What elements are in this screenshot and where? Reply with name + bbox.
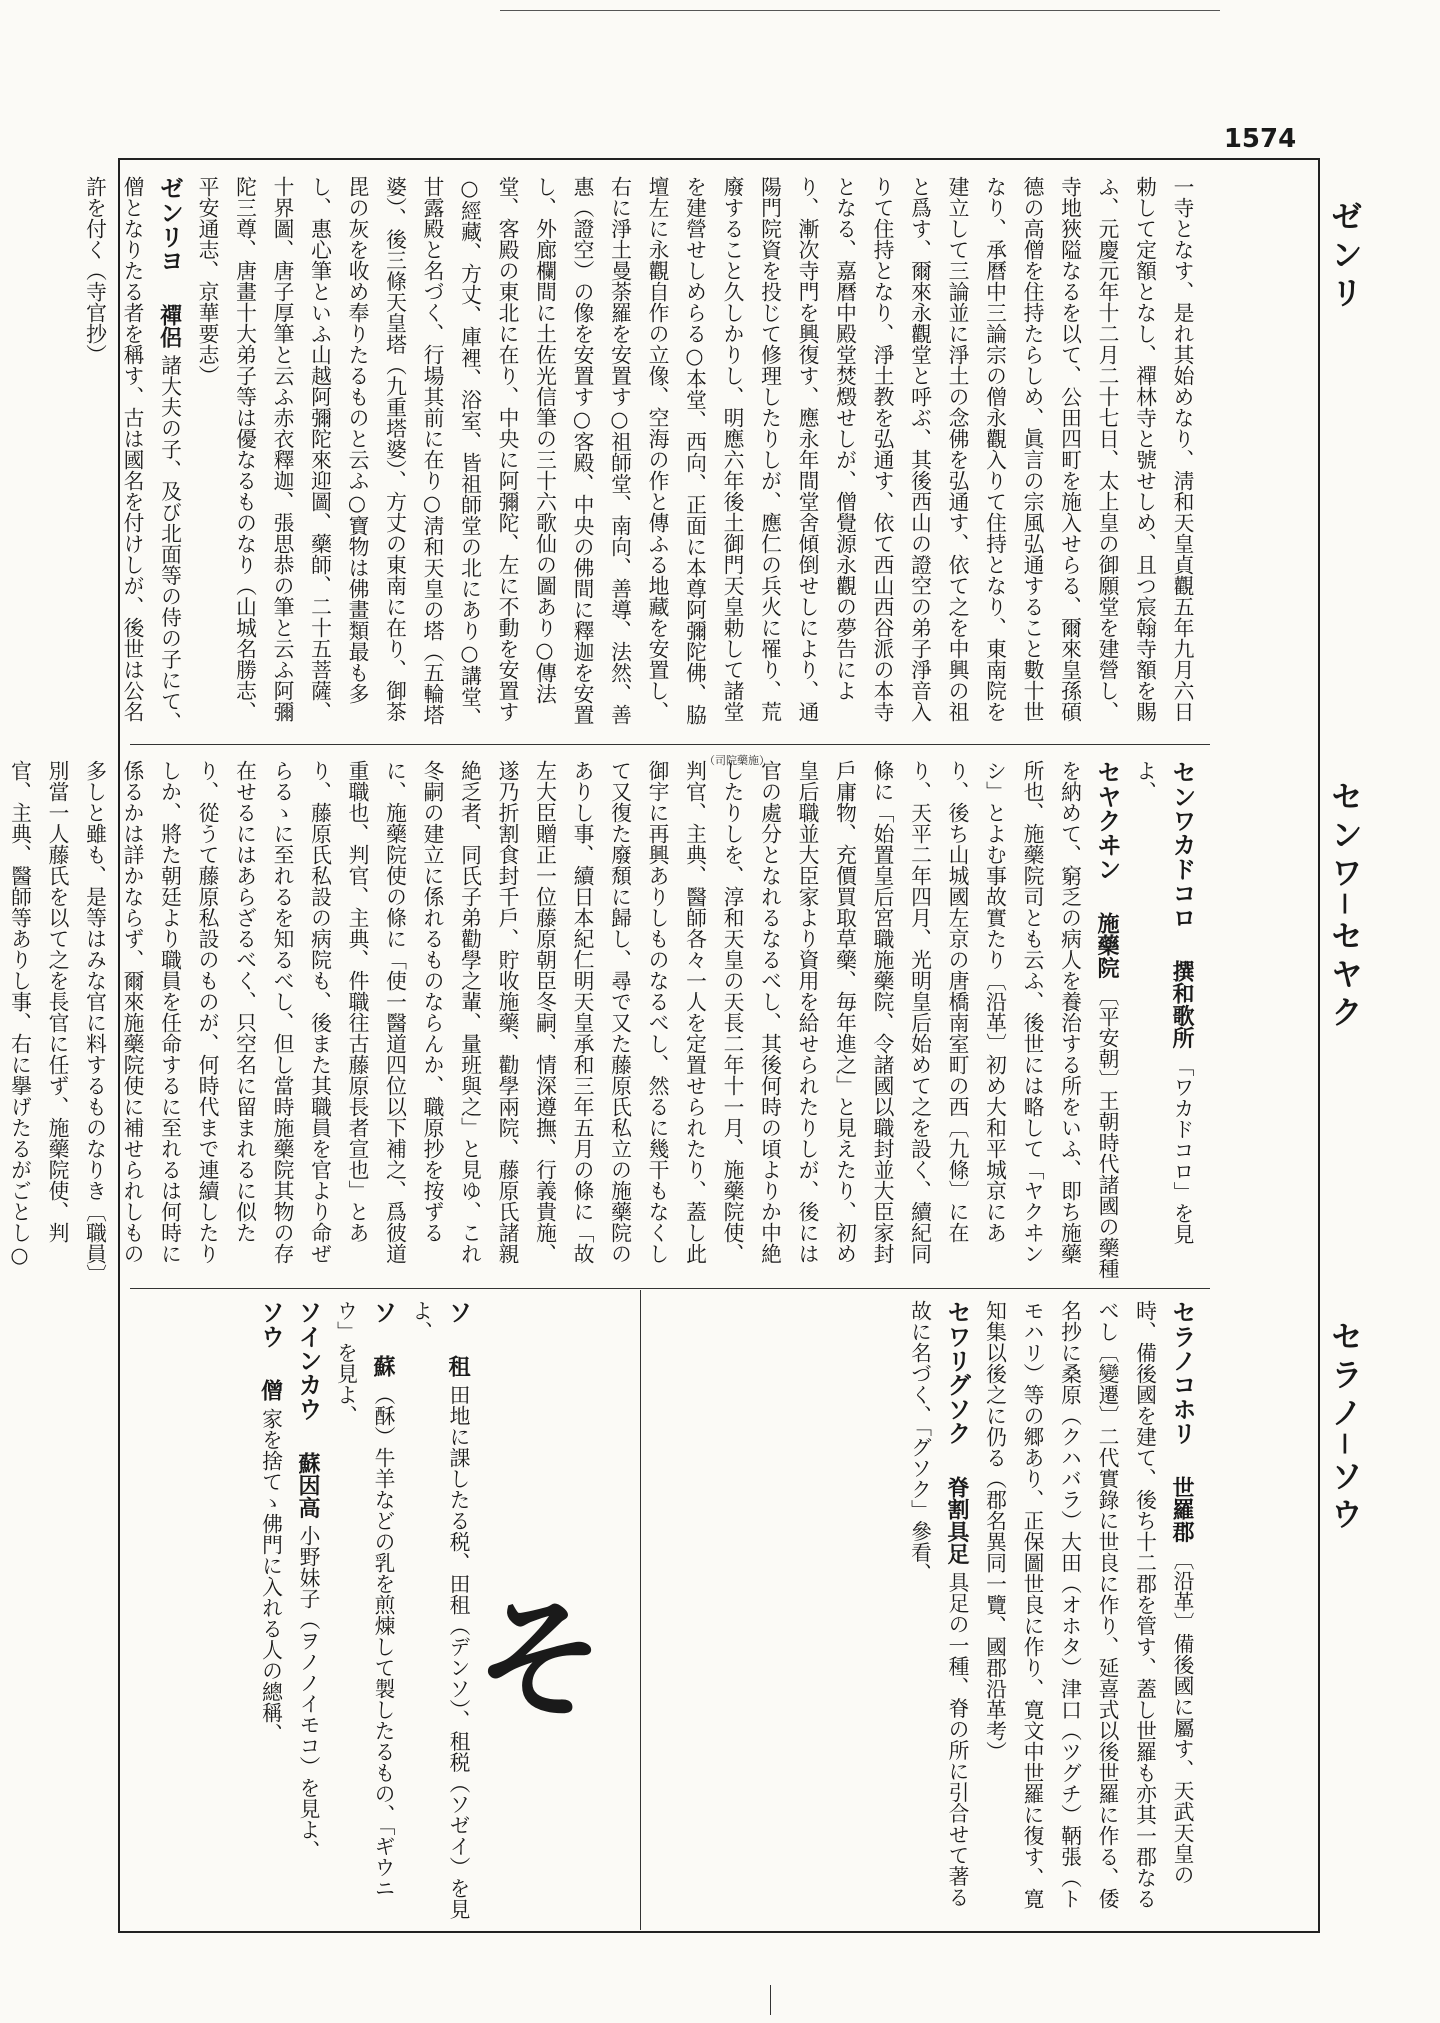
guide-upper: ゼンリ xyxy=(1326,200,1364,314)
entry-title-so-1: 租 xyxy=(445,1355,471,1378)
entry-title-sou: 僧 xyxy=(257,1379,284,1402)
divider-lower-vertical xyxy=(640,1290,641,1930)
kana-section-emblem: そ xyxy=(474,1583,605,1736)
guide-middle: センワ─セヤク xyxy=(1326,780,1364,1034)
entry-text-so-1: 田地に課したる税、田租（デンソ）、租税（ソゼイ）を見よ、 xyxy=(408,1300,470,1920)
top-rule xyxy=(500,10,1220,11)
entry-head-sewariguzoku: セワリグソク xyxy=(943,1300,971,1446)
entry-head-so-2: ソ xyxy=(369,1300,397,1325)
entry-head-seranokohori: セラノコホリ xyxy=(1168,1300,1196,1446)
entry-head-senwakadokoro: センワカドコロ xyxy=(1168,760,1196,930)
entry-text-sou: 家を捨てゝ佛門に入れる人の總稱、 xyxy=(258,1408,283,1745)
middle-block xyxy=(7,760,1200,1280)
entry-text-seyakuin: 〔平安朝〕王朝時代諸國の藥種を納めて、窮乏の病人を養治する所をいふ、即ち施藥所也、施藥院司とも云ふ、後世には略して「ヤクヰンシ」とよむ事故實たり〔沿革〕初め大和平城京にあり、後ち山城國左京の唐橋南室町の西〔九條〕に在り、天平二年四月、光明皇后始めて之を設く、續紀同條に「始置皇后宮職施藥院、令諸國以職封並大臣家封戶庸物、充價買取草藥、毎年進之」と見えたり、初め皇后職並大臣家より資用を給せられたりしが、後には官の處分となれるなるべし、其後何時の頃よりか中絶したりしを、淳和天皇の天長二年十一月、施藥院使、判官、主典、醫師各々一人を定置せられたり、蓋し此御宇に再興ありしものなるべし、然るに幾干もなくして又復た廢頹に歸し、尋で又た藤原氏私立の施藥院のありし事、續日本紀仁明天皇承和三年五月の條に「故左大臣贈正一位藤原朝臣冬嗣、情深遵撫、行義貴施、遂乃折割食封千戶、貯收施藥、勸學兩院、藤原氏諸親絶乏者、同氏子弟勸學之輩、量班與之」と見ゆ、これ冬嗣の建立に係れるものならんか、職原抄を按ずるに、施藥院使の條に「使一醫道四位以下補之、爲彼道重職也、判官、主典、件職往古藤原長者宣也」とあり、藤原氏私設の病院も、後また其職員を官より命ぜらるゝに至れるを知るべし、但し當時施藥院其物の存在せるにはあらざるべく、只空名に留まれるに似たり、從うて藤原私設のものが、何時代まで連續したりしか、將た朝廷より職員を任命するに至れるは何時に係るかは詳かならず、爾來施藥院使に補せられしもの多しと雖も、是等はみな官に料するものなりき〔職員〕別當一人藤氏を以て之を長官に任ず、施藥院使、判官、主典、醫師等ありし事、右に擧げたるがごとし○ xyxy=(7,760,1119,1280)
upper-block xyxy=(82,176,1200,736)
entry-head-sou: ソウ xyxy=(256,1300,285,1349)
divider-lower xyxy=(130,1288,1210,1289)
lower-left-block xyxy=(136,1300,476,1920)
entry-text-senwakadokoro: 「ワカドコロ」を見よ、 xyxy=(1132,760,1194,1245)
entry-title-zenriyo: 禪侶 xyxy=(156,303,183,349)
entry-head-soinkau: ソインカウ xyxy=(294,1300,322,1421)
guide-lower: セラノ─ソウ xyxy=(1326,1320,1364,1536)
entry-title-seyakuin: 施藥院 xyxy=(1094,911,1120,979)
entry-text-sewariguzoku: 具足の一種、脊の所に引合せて著る故に名づく、「グソク」參看、 xyxy=(907,1300,969,1908)
entry-text-seranokohori: 〔沿革〕備後國に屬す、天武天皇の時、備後國を建て、後ち十二郡を管す、蓋し世羅も亦其一郡なるべし〔變遷〕二代實錄に世良に作り、延喜式以後世羅に作る、倭名抄に桑原（クハバラ）大田（オホタ）津口（ツグチ）鞆張（トモハリ）等の郷あり、正保圖世良に作り、寛文中世羅に復す、寛知集以後之に仍る（郡名異同一覽、國郡沿革考） xyxy=(982,1300,1194,1909)
column-note: （司院藥施） xyxy=(704,754,770,767)
entry-text-so-2: （酥）牛羊などの乳を煎煉して製したるもの、「ギウニウ」を見よ、 xyxy=(333,1300,395,1899)
entry-title-so-2: 蘇 xyxy=(370,1355,396,1378)
bottom-tick-mark xyxy=(770,1985,771,2015)
entry-text-soinkau: 小野妹子（ヲノノイモコ）を見よ、 xyxy=(296,1525,320,1862)
entry-head-seyakuin: セヤクヰン xyxy=(1093,760,1121,881)
entry-title-seranokohori: 世羅郡 xyxy=(1169,1476,1195,1543)
entry-title-soinkau: 蘇因高 xyxy=(295,1451,321,1519)
lower-right-block xyxy=(648,1300,1200,1920)
entry-head-so-1: ソ xyxy=(444,1300,472,1325)
page-number: 1574 xyxy=(1223,124,1297,154)
upper-continuation-text: 一寺となす、是れ其始めなり、淸和天皇貞觀五年九月六日勅して定額となし、禪林寺と號せしめ、且つ宸翰寺額を賜ふ、元慶元年十二月二十七日、太上皇の御願堂を建營し、寺地狹隘なるを以て、公田四町を施入せらる、爾來皇孫碩德の高僧を住持たらしめ、眞言の宗風弘通すること數十世なり、承曆中三論宗の僧永觀入りて住持となり、東南院を建立して三論並に淨土の念佛を弘通す、依て之を中興の祖と爲す、爾來永觀堂と呼ぶ、其後西山の證空の弟子淨音入りて住持となり、淨土教を弘通す、依て西山西谷派の本寺となる、嘉曆中殿堂焚燬せしが、僧覺源永觀の夢告により、漸次寺門を興復す、應永年間堂舍傾倒せしにより、通陽門院資を投じて修理したりしが、應仁の兵火に罹り、荒廢すること久しかりし、明應六年後土御門天皇勅して諸堂を建營せしめらる○本堂、西向、正面に本尊阿彌陀佛、脇壇左に永觀自作の立像、空海の作と傳ふる地藏を安置し、右に淨土曼荼羅を安置す○祖師堂、南向、善導、法然、善惠（證空）の像を安置す○客殿、中央の佛間に釋迦を安置し、外廊欄間に土佐光信筆の三十六歌仙の圖あり○傳法堂、客殿の東北に在り、中央に阿彌陀、左に不動を安置す○經藏、方丈、庫裡、浴室、皆祖師堂の北にあり○講堂、甘露殿と名づく、行場其前に在り○淸和天皇の塔（五輪塔婆）、後三條天皇塔（九重塔婆）、方丈の東南に在り、御茶毘の灰を收め奉りたるものと云ふ○寶物は佛畫類最も多し、惠心筆といふ山越阿彌陀來迎圖、藥師、二十五菩薩、十界圖、唐子厚筆と云ふ赤衣釋迦、張思恭の筆と云ふ阿彌陀三尊、唐畫十大弟子等は優なるものなり（山城名勝志、平安通志、京華要志） xyxy=(195,176,1194,729)
entry-text-zenriyo: 諸大夫の子、及び北面等の侍の子にて、僧となりたる者を稱す、古は國名を付けしが、後世は公名許を付く（寺官抄） xyxy=(82,176,182,733)
entry-title-senwakadokoro: 撰和歌所 xyxy=(1169,960,1195,1050)
divider-upper xyxy=(130,744,1210,745)
entry-head-zenriyo: ゼンリヨ xyxy=(155,176,184,273)
entry-title-sewariguzoku: 脊割具足 xyxy=(944,1476,970,1565)
